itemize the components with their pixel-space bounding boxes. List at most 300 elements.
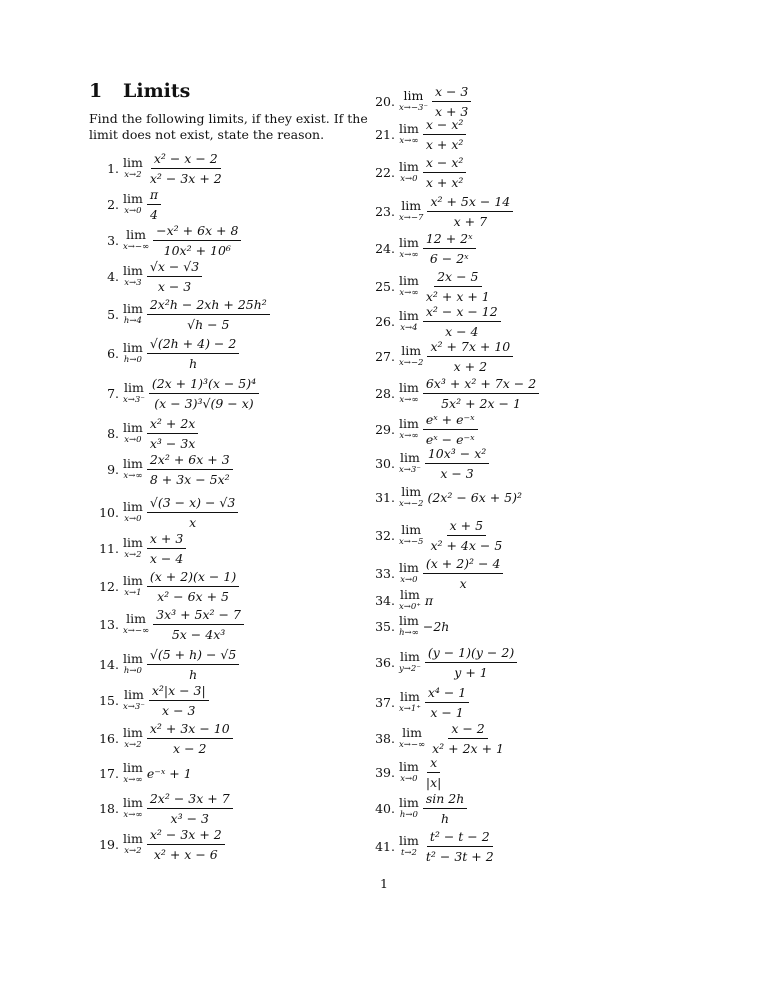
denominator: x − 4 — [445, 323, 479, 339]
numerator: 3x³ + 5x² − 7 — [153, 607, 244, 625]
fraction — [147, 297, 270, 332]
limit-approach: y→2⁻ — [399, 663, 421, 674]
limit-approach: x→∞ — [399, 135, 419, 146]
limit-approach: x→0 — [400, 574, 418, 585]
problem-item — [89, 151, 225, 185]
limit-approach: x→2 — [124, 739, 142, 750]
denominator: x − 1 — [430, 704, 464, 720]
limit-operator — [399, 275, 419, 297]
numerator: 2x − 5 — [434, 269, 481, 287]
numerator: x²|x − 3| — [149, 683, 209, 701]
numerator: 6x³ + x² + 7x − 2 — [423, 376, 539, 394]
limit-approach: x→0 — [400, 173, 418, 184]
problem-item — [89, 607, 244, 641]
limit-approach: x→∞ — [123, 809, 143, 820]
limit-approach: x→−2 — [399, 498, 424, 509]
limit-approach: x→2 — [124, 549, 142, 560]
denominator: eˣ − e⁻ˣ — [425, 431, 475, 447]
section-title — [89, 80, 190, 102]
lim-word: lim — [401, 343, 422, 358]
limit-approach: x→∞ — [123, 470, 143, 481]
fraction — [425, 645, 517, 680]
problem-number: 39. — [375, 764, 395, 780]
lim-word: lim — [401, 484, 422, 499]
fraction — [147, 721, 233, 756]
lim-word: lim — [399, 121, 419, 136]
denominator: 5x² + 2x − 1 — [441, 395, 521, 411]
fraction — [147, 259, 202, 294]
numerator: x + 5 — [447, 518, 486, 536]
fraction — [147, 336, 239, 371]
lim-word: lim — [399, 759, 419, 774]
fraction — [149, 683, 209, 718]
limit-expression: (2x² − 6x + 5)² — [427, 489, 523, 505]
lim-word: lim — [399, 159, 419, 174]
limit-operator — [399, 237, 419, 259]
denominator: x − 3 — [157, 278, 192, 294]
fraction — [423, 556, 504, 591]
numerator: x² − 3x + 2 — [147, 827, 225, 845]
fraction — [423, 117, 467, 152]
problem-number: 14. — [99, 656, 119, 672]
denominator: x + x² — [425, 136, 464, 152]
numerator: (x + 2)² − 4 — [423, 556, 504, 574]
problem-number: 6. — [107, 345, 119, 361]
limit-operator — [399, 123, 419, 145]
denominator: x² + 2x + 1 — [432, 740, 504, 756]
fraction — [147, 495, 238, 530]
fraction — [147, 151, 225, 186]
limit-approach: x→−3⁻ — [399, 102, 428, 113]
numerator: 2x² + 6x + 3 — [147, 452, 233, 470]
problem-number: 12. — [99, 578, 119, 594]
numerator: 2x² − 3x + 7 — [147, 791, 233, 809]
denominator: h — [189, 355, 198, 371]
problem-item — [365, 480, 522, 514]
limit-expression: π — [424, 592, 434, 608]
problem-number: 41. — [375, 838, 395, 854]
lim-word: lim — [399, 308, 419, 323]
lim-word: lim — [123, 795, 143, 810]
numerator: (2x + 1)³(x − 5)⁴ — [149, 376, 259, 394]
problem-number: 28. — [375, 385, 395, 401]
problem-number: 36. — [375, 654, 395, 670]
denominator: x — [189, 514, 197, 530]
limit-operator — [123, 229, 149, 251]
numerator: x² − x − 12 — [423, 304, 501, 322]
problem-number: 16. — [99, 730, 119, 746]
limit-operator — [123, 833, 143, 855]
fraction — [153, 223, 241, 258]
problem-item — [365, 791, 467, 825]
numerator: 12 + 2ˣ — [423, 231, 476, 249]
lim-word: lim — [123, 725, 143, 740]
limit-approach: x→0 — [124, 205, 142, 216]
denominator: 10x² + 10⁶ — [163, 242, 231, 258]
problem-item — [89, 827, 225, 861]
problem-number: 10. — [99, 504, 119, 520]
denominator: x² − 6x + 5 — [157, 588, 229, 604]
fraction — [423, 376, 539, 411]
lim-word: lim — [399, 560, 419, 575]
problem-number: 26. — [375, 313, 395, 329]
problem-item — [365, 518, 505, 552]
denominator: 5x − 4x³ — [171, 626, 226, 642]
fraction — [427, 194, 513, 229]
fraction — [149, 376, 259, 411]
limit-approach: t→2 — [400, 847, 417, 858]
numerator: x + 3 — [147, 531, 186, 549]
limit-operator — [123, 727, 143, 749]
fraction — [423, 791, 467, 826]
denominator: x − 3 — [440, 465, 474, 481]
problem-number: 13. — [99, 616, 119, 632]
denominator: x² + 4x − 5 — [430, 537, 503, 553]
problem-item — [89, 259, 202, 293]
problem-item — [89, 569, 239, 603]
problem-number: 17. — [99, 765, 119, 781]
limit-approach: x→−5 — [399, 536, 424, 547]
denominator: x − 4 — [149, 550, 184, 566]
lim-word: lim — [123, 380, 144, 395]
limit-operator — [123, 501, 143, 523]
problem-item — [365, 721, 507, 755]
lim-word: lim — [123, 831, 143, 846]
problem-number: 15. — [99, 692, 119, 708]
limit-operator — [123, 458, 143, 480]
limit-operator — [123, 265, 143, 287]
lim-word: lim — [399, 649, 420, 664]
fraction — [147, 827, 225, 862]
limit-approach: x→4 — [400, 322, 418, 333]
numerator: sin 2h — [423, 791, 467, 809]
limit-approach: x→∞ — [399, 430, 419, 441]
problem-number: 20. — [375, 93, 395, 109]
lim-word: lim — [123, 155, 143, 170]
lim-word: lim — [399, 273, 419, 288]
problem-number: 27. — [375, 348, 395, 364]
problem-item — [89, 336, 239, 370]
limit-approach: x→0 — [400, 773, 418, 784]
denominator: |x| — [425, 774, 442, 790]
fraction — [147, 647, 239, 682]
limit-approach: x→0⁺ — [399, 601, 421, 612]
limit-approach: x→1⁺ — [399, 703, 421, 714]
problem-number: 7. — [107, 385, 119, 401]
limit-approach: x→0 — [124, 434, 142, 445]
limit-operator — [399, 761, 419, 783]
numerator: x² + 2x — [147, 416, 198, 434]
problem-number: 22. — [375, 164, 395, 180]
limit-operator — [123, 653, 143, 675]
limit-approach: x→∞ — [399, 287, 419, 298]
numerator: √x − √3 — [147, 259, 202, 277]
lim-word: lim — [399, 380, 419, 395]
lim-word: lim — [399, 235, 419, 250]
limit-operator — [123, 613, 149, 635]
limit-approach: x→3⁻ — [399, 464, 421, 475]
lim-word: lim — [399, 613, 419, 628]
section-title-text: Limits — [123, 80, 191, 102]
numerator: 10x³ − x² — [425, 446, 489, 464]
limit-operator — [399, 797, 419, 819]
problem-number: 40. — [375, 800, 395, 816]
limit-approach: h→∞ — [399, 627, 419, 638]
limit-expression: e⁻ˣ + 1 — [146, 765, 192, 781]
denominator: x − 2 — [173, 740, 207, 756]
denominator: t² − 3t + 2 — [425, 848, 494, 864]
lim-word: lim — [123, 420, 143, 435]
lim-word: lim — [399, 416, 419, 431]
limit-operator — [123, 157, 143, 179]
fraction — [429, 721, 507, 756]
lim-word: lim — [123, 535, 143, 550]
limit-approach: x→2 — [124, 169, 142, 180]
problem-item — [365, 645, 517, 679]
problem-item — [89, 791, 233, 825]
fraction — [423, 155, 467, 190]
lim-word: lim — [399, 587, 420, 602]
limit-approach: x→∞ — [123, 774, 143, 785]
lim-word: lim — [123, 499, 143, 514]
problem-number: 24. — [375, 240, 395, 256]
lim-word: lim — [123, 301, 143, 316]
numerator: x² − x − 2 — [151, 151, 221, 169]
limit-approach: x→0 — [124, 513, 142, 524]
lim-word: lim — [126, 611, 146, 626]
limit-operator — [399, 310, 419, 332]
numerator: x − 3 — [432, 84, 471, 102]
problem-number: 9. — [107, 461, 119, 477]
lim-word: lim — [123, 263, 143, 278]
problem-item — [89, 223, 241, 257]
problem-number: 25. — [375, 278, 395, 294]
problem-number: 31. — [375, 489, 395, 505]
problem-item — [89, 416, 198, 450]
problem-number: 35. — [375, 618, 395, 634]
numerator: x − x² — [423, 155, 467, 173]
problem-item — [365, 755, 444, 789]
problem-item — [89, 452, 233, 486]
problem-item — [365, 339, 513, 373]
fraction — [432, 84, 471, 119]
denominator: x² − 3x + 2 — [149, 170, 222, 186]
limit-approach: h→0 — [123, 354, 142, 365]
numerator: x − 2 — [448, 721, 487, 739]
fraction — [147, 187, 161, 222]
limit-operator — [123, 537, 143, 559]
limit-approach: x→3 — [124, 277, 142, 288]
problem-number: 18. — [99, 800, 119, 816]
limit-approach: x→−∞ — [123, 625, 150, 636]
fraction — [153, 607, 244, 642]
limit-operator — [399, 345, 423, 367]
denominator: x³ − 3 — [170, 810, 209, 826]
limit-operator — [123, 575, 143, 597]
limit-approach: x→3⁻ — [123, 394, 145, 405]
problem-number: 37. — [375, 694, 395, 710]
lim-word: lim — [399, 795, 419, 810]
limit-operator — [399, 200, 423, 222]
lim-word: lim — [123, 456, 143, 471]
limit-operator — [123, 303, 143, 325]
denominator: x — [459, 575, 467, 591]
numerator: −x² + 6x + 8 — [153, 223, 241, 241]
problem-number: 30. — [375, 455, 395, 471]
numerator: x − x² — [423, 117, 467, 135]
lim-word: lim — [123, 760, 143, 775]
fraction — [147, 569, 239, 604]
problem-number: 23. — [375, 203, 395, 219]
denominator: 8 + 3x − 5x² — [149, 471, 230, 487]
fraction — [147, 531, 186, 566]
problem-item — [365, 269, 493, 303]
fraction — [147, 416, 198, 451]
denominator: 4 — [149, 206, 158, 222]
problem-item — [89, 721, 233, 755]
problem-item — [365, 446, 489, 480]
denominator: x − 3 — [162, 702, 196, 718]
denominator: 6 − 2ˣ — [429, 250, 469, 266]
denominator: (x − 3)³√(9 − x) — [154, 395, 254, 411]
numerator: π — [147, 187, 161, 205]
limit-approach: x→∞ — [399, 249, 419, 260]
fraction — [423, 231, 476, 266]
problem-item — [89, 756, 192, 790]
limit-approach: h→0 — [123, 665, 142, 676]
problem-item — [365, 829, 497, 863]
lim-word: lim — [399, 833, 419, 848]
problem-item — [89, 495, 238, 529]
limit-operator — [399, 524, 423, 546]
problem-number: 2. — [107, 196, 119, 212]
numerator: x — [427, 755, 440, 773]
section-number: 1 — [89, 80, 103, 102]
limit-operator — [399, 562, 419, 584]
limit-operator — [399, 90, 428, 112]
limit-approach: x→∞ — [399, 394, 419, 405]
problem-number: 1. — [107, 160, 119, 176]
problem-item — [365, 685, 469, 719]
lim-word: lim — [123, 573, 143, 588]
numerator: x² + 3x − 10 — [147, 721, 233, 739]
problem-number: 3. — [107, 232, 119, 248]
denominator: x + x² — [425, 174, 464, 190]
numerator: 2x²h − 2xh + 25h² — [147, 297, 270, 315]
fraction — [427, 339, 513, 374]
limit-operator — [399, 452, 421, 474]
denominator: h — [189, 666, 198, 682]
limit-operator — [399, 486, 423, 508]
limit-approach: x→2 — [124, 845, 142, 856]
limit-operator — [399, 161, 419, 183]
page-number: 1 — [380, 876, 388, 891]
numerator: t² − t − 2 — [427, 829, 493, 847]
numerator: √(5 + h) − √5 — [147, 647, 239, 665]
lim-word: lim — [123, 687, 144, 702]
problem-item — [365, 412, 478, 446]
problem-item — [365, 84, 471, 118]
problem-number: 29. — [375, 421, 395, 437]
problem-item — [365, 304, 501, 338]
lim-word: lim — [399, 450, 420, 465]
limit-operator — [399, 835, 419, 857]
limit-operator — [399, 418, 419, 440]
limit-operator — [399, 651, 421, 673]
limit-operator — [123, 422, 143, 444]
lim-word: lim — [126, 227, 146, 242]
problem-item — [365, 231, 476, 265]
limit-expression: −2h — [422, 618, 450, 634]
lim-word: lim — [123, 340, 143, 355]
problem-item — [365, 117, 466, 151]
limit-approach: x→1 — [124, 587, 142, 598]
fraction — [423, 304, 501, 339]
limit-operator — [123, 797, 143, 819]
limit-approach: h→0 — [399, 809, 418, 820]
denominator: h — [441, 810, 450, 826]
problem-number: 4. — [107, 268, 119, 284]
numerator: x² + 5x − 14 — [427, 194, 513, 212]
limit-operator — [399, 691, 421, 713]
limit-approach: h→4 — [123, 315, 142, 326]
denominator: y + 1 — [454, 664, 488, 680]
denominator: x + 7 — [453, 213, 488, 229]
problem-item — [89, 531, 186, 565]
problem-item — [89, 187, 161, 221]
denominator: x² + x − 6 — [153, 846, 218, 862]
numerator: √(2h + 4) − 2 — [147, 336, 239, 354]
lim-word: lim — [399, 689, 420, 704]
problem-item — [365, 155, 466, 189]
lim-word: lim — [402, 725, 422, 740]
problem-number: 5. — [107, 306, 119, 322]
denominator: x² + x + 1 — [425, 288, 490, 304]
numerator: x⁴ − 1 — [425, 685, 469, 703]
problem-number: 33. — [375, 565, 395, 581]
problem-item — [365, 194, 513, 228]
denominator: x + 2 — [453, 358, 488, 374]
fraction — [147, 791, 233, 826]
limit-approach: x→−∞ — [123, 241, 150, 252]
limit-operator — [123, 762, 143, 784]
problem-item — [89, 297, 270, 331]
numerator: x² + 7x + 10 — [427, 339, 513, 357]
limit-approach: x→−2 — [399, 357, 424, 368]
instructions: Find the following limits, if they exist. If the limit does not exist, state the reason. — [89, 111, 368, 142]
numerator: (x + 2)(x − 1) — [147, 569, 239, 587]
problem-number: 32. — [375, 527, 395, 543]
fraction — [425, 446, 489, 481]
problem-item — [89, 683, 209, 717]
limit-operator — [399, 589, 421, 611]
problem-number: 34. — [375, 592, 395, 608]
numerator: (y − 1)(y − 2) — [425, 645, 517, 663]
denominator: x + 3 — [434, 103, 469, 119]
limit-operator — [123, 689, 145, 711]
fraction — [423, 269, 493, 304]
fraction — [423, 412, 478, 447]
lim-word: lim — [403, 88, 424, 103]
fraction — [425, 685, 469, 720]
limit-operator — [399, 382, 419, 404]
limit-operator — [123, 382, 145, 404]
denominator: x³ − 3x — [149, 435, 196, 451]
lim-word: lim — [401, 522, 422, 537]
fraction — [427, 518, 505, 553]
limit-operator — [399, 727, 425, 749]
fraction — [423, 755, 444, 790]
